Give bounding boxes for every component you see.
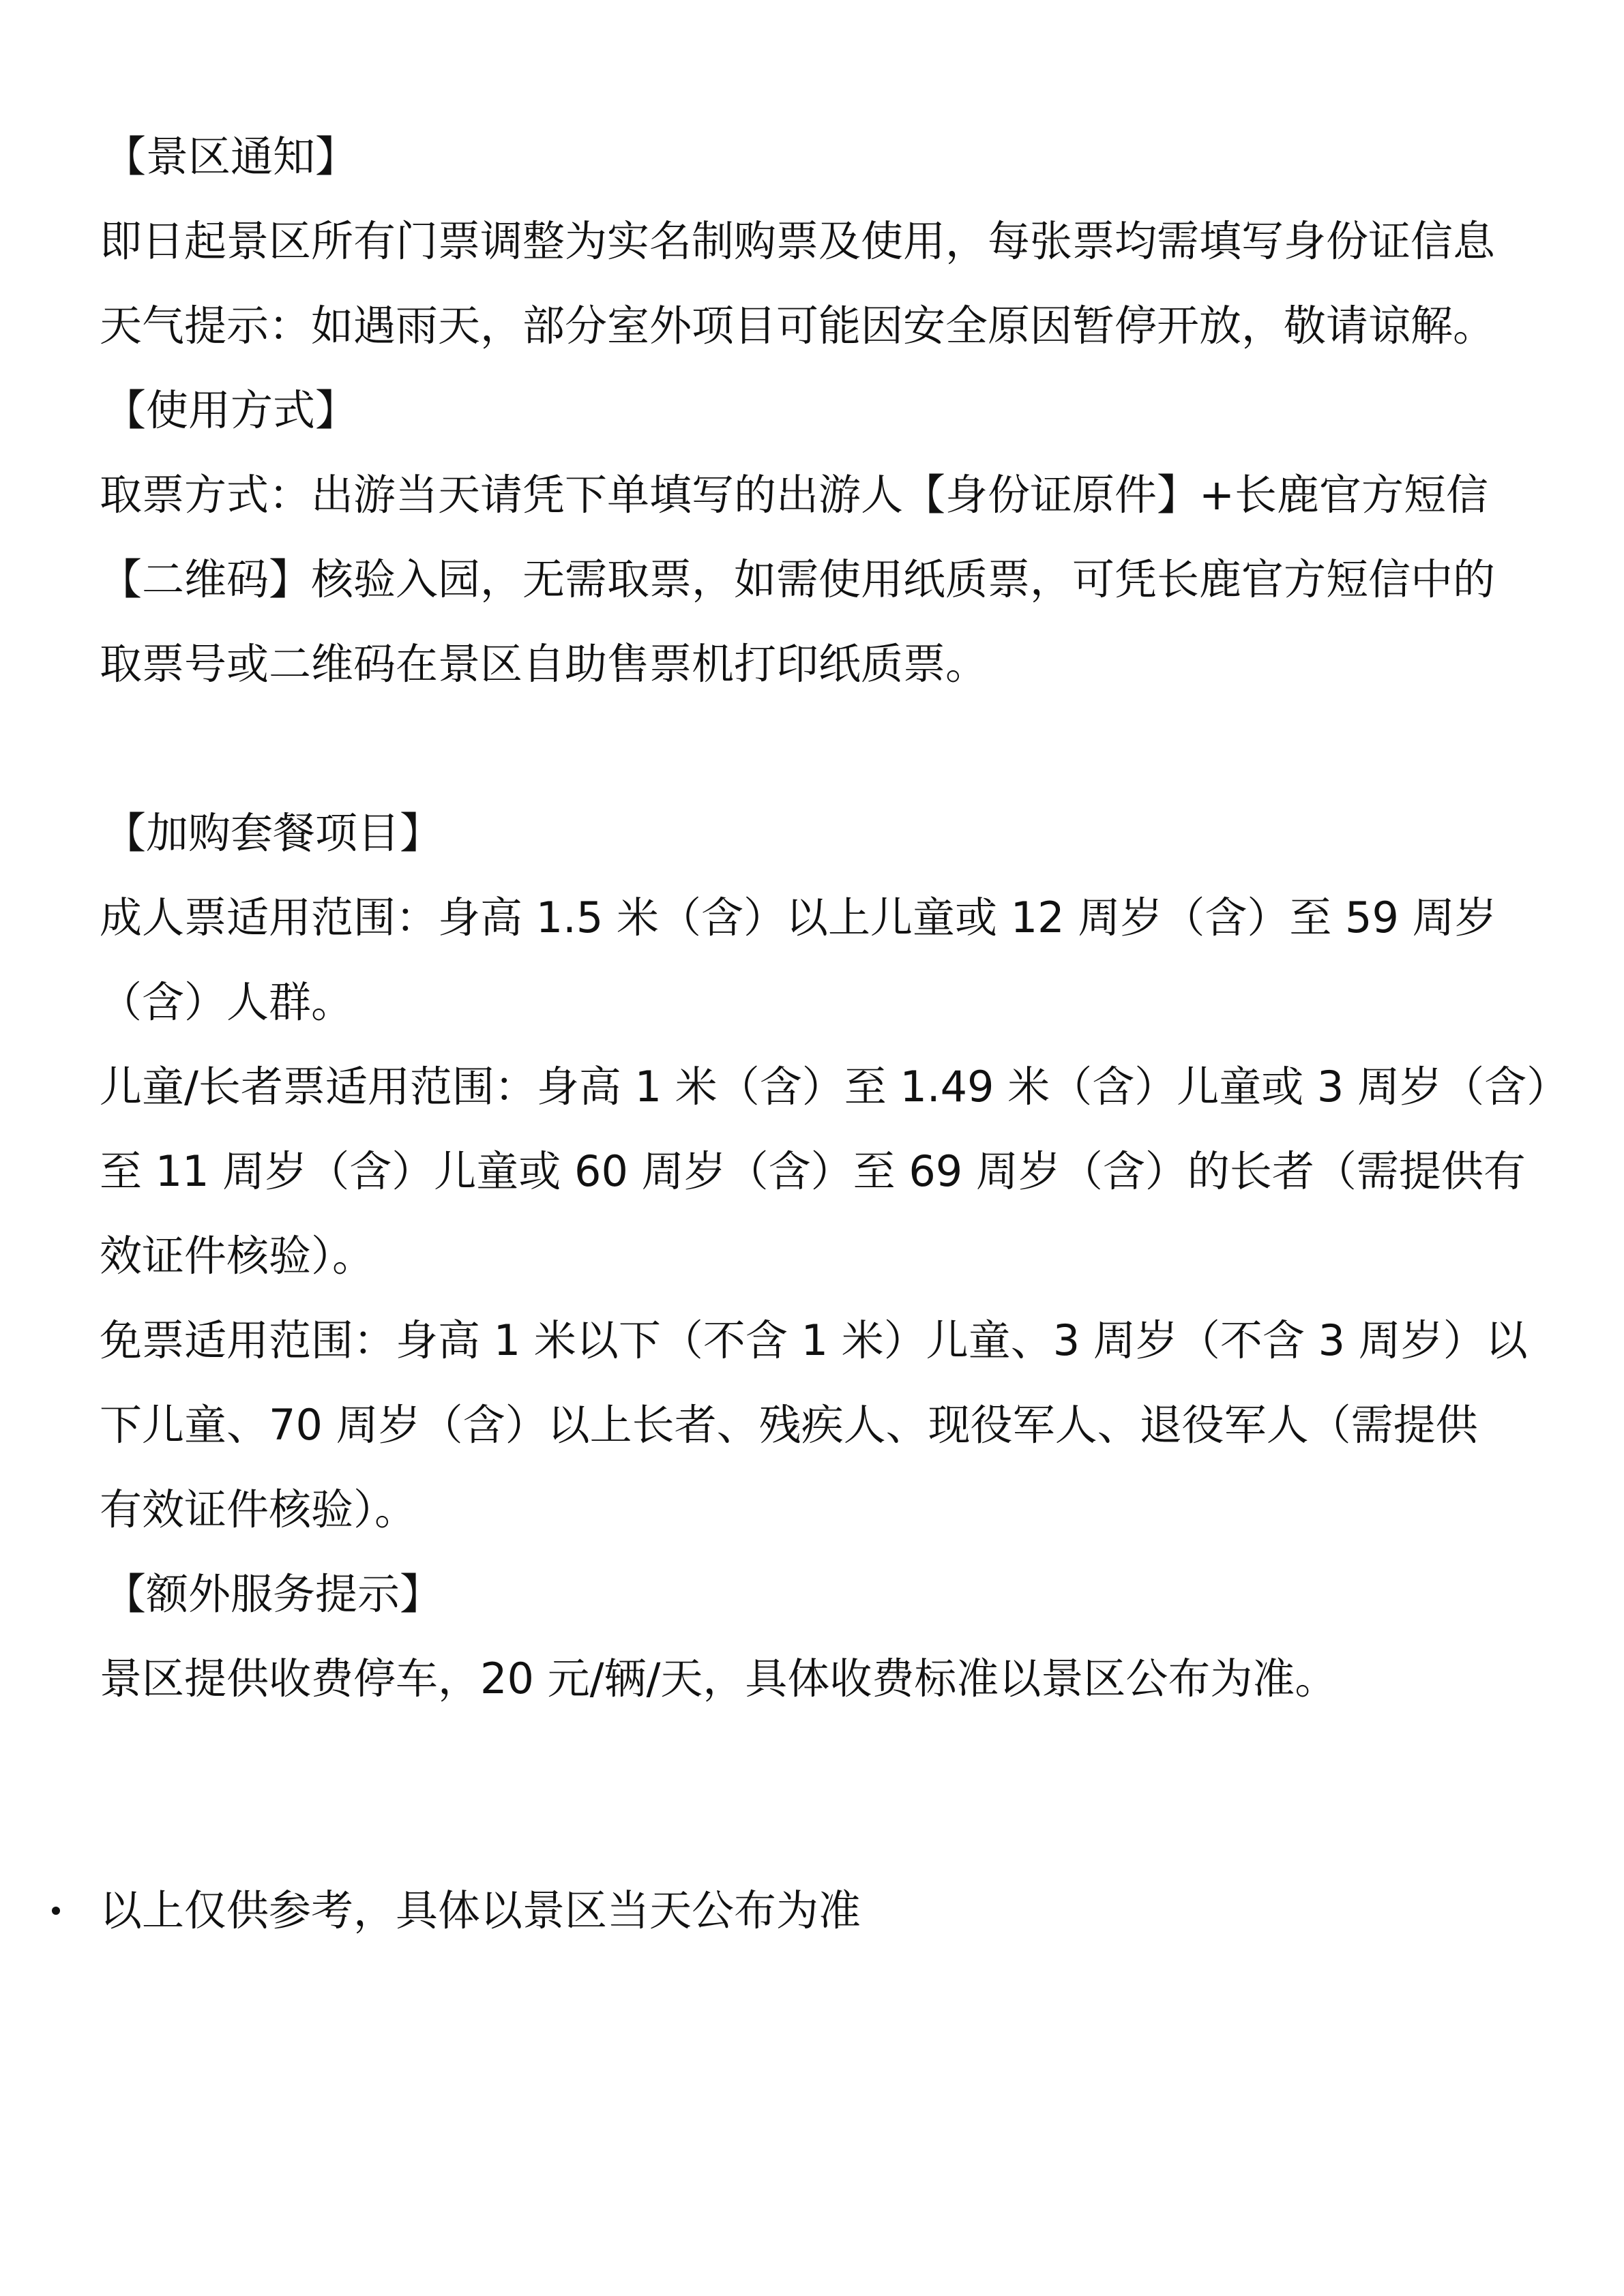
usage-line-2: 【二维码】核验入园，无需取票，如需使用纸质票，可凭长鹿官方短信中的 (100, 554, 1496, 604)
addon-line-2: （含）人群。 (100, 977, 354, 1027)
notice-line-2: 天气提示：如遇雨天，部分室外项目可能因安全原因暂停开放，敬请谅解。 (100, 301, 1496, 351)
section-spacer (100, 706, 1552, 791)
addon-line-5: 效证件核验）。 (100, 1231, 375, 1281)
notice-line-1: 即日起景区所有门票调整为实名制购票及使用，每张票均需填写身份证信息 (100, 216, 1496, 266)
addon-line-4: 至 11 周岁（含）儿童或 60 周岁（含）至 69 周岁（含）的长者（需提供有 (100, 1146, 1526, 1196)
addon-line-1: 成人票适用范围：身高 1.5 米（含）以上儿童或 12 周岁（含）至 59 周岁 (100, 893, 1497, 942)
extra-heading: 【额外服务提示】 (104, 1569, 443, 1619)
bullet-list-item (45, 1868, 1546, 1953)
document-content (100, 115, 1569, 1721)
usage-line-3: 取票号或二维码在景区自助售票机打印纸质票。 (100, 639, 988, 689)
extra-line-1: 景区提供收费停车，20 元/辆/天，具体收费标准以景区公布为准。 (100, 1654, 1338, 1703)
usage-heading: 【使用方式】 (104, 385, 358, 435)
addon-line-8: 有效证件核验）。 (100, 1485, 417, 1534)
addon-line-7: 下儿童、70 周岁（含）以上长者、残疾人、现役军人、退役军人（需提供 (100, 1400, 1478, 1450)
usage-line-1: 取票方式：出游当天请凭下单填写的出游人【身份证原件】+长鹿官方短信 (100, 470, 1488, 520)
addon-line-3: 儿童/长者票适用范围：身高 1 米（含）至 1.49 米（含）儿童或 3 周岁（含） (100, 1062, 1569, 1112)
bullet-dot-icon (52, 1907, 60, 1915)
notice-heading: 【景区通知】 (104, 132, 358, 181)
addon-heading: 【加购套餐项目】 (104, 808, 443, 858)
addon-line-6: 免票适用范围：身高 1 米以下（不含 1 米）儿童、3 周岁（不含 3 周岁）以 (100, 1315, 1528, 1365)
bullet-text: 以上仅供参考，具体以景区当天公布为准 (100, 1885, 861, 1935)
